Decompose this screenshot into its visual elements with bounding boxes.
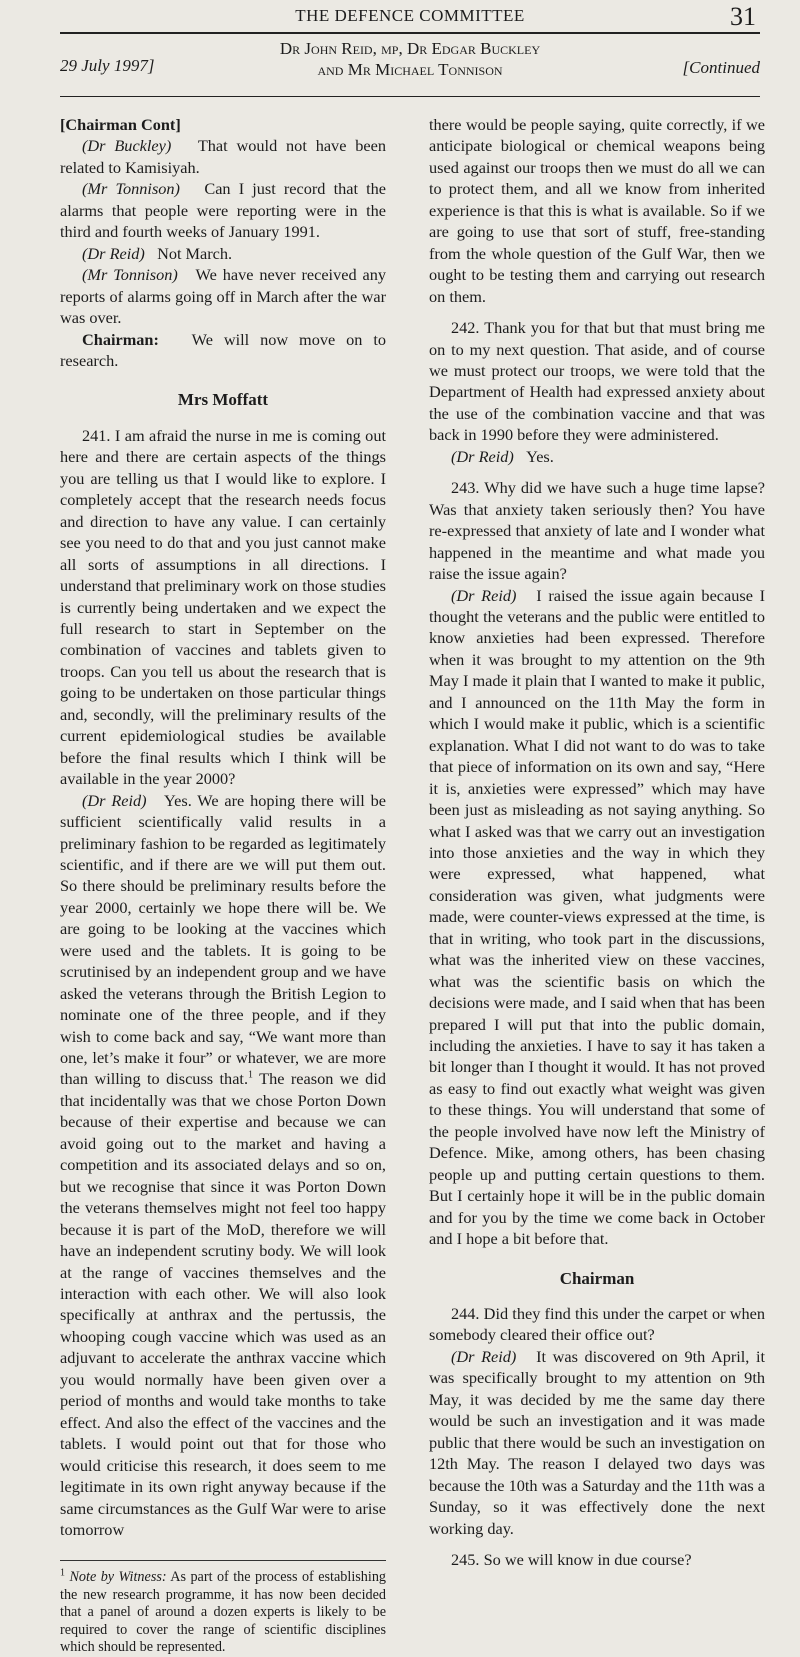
dateline xyxy=(60,38,760,92)
question-244: 244. Did they find this under the carpet or when somebody cleared their office out? xyxy=(429,1304,765,1345)
right-column xyxy=(429,114,765,1570)
continued-label: [Continued xyxy=(682,58,760,77)
left-column xyxy=(60,114,386,1657)
speaker-subhead-chairman: Chairman xyxy=(559,1268,635,1288)
question-241: 241. I am afraid the nurse in me is coming out here and there are certain aspects of the things you are telling us that I would like to explore. I completely accept that the research needs focus and direction to have any value. I can certainly see you need to do that and you just cannot make all sorts of assumptions in all directions. I understand that preliminary work on those studies is currently being undertaken and we expect the full research to start in September on the combination of vaccines and tablets given to troops. Can you tell us about the research that is going to be undertaken on those particular things and, secondly, will the preliminary results of the current epidemiological studies be available before the final results which I think will be available in the year 2000? xyxy=(60,425,386,789)
question-242: 242. Thank you for that but that must bring me on to my next question. That aside, and of course we must protect our troops, we were told that the Department of Health had expressed anxiety about the use of the combination vaccine and that was back in 1990 before they were administered. xyxy=(429,318,765,445)
dateline-rule xyxy=(60,96,760,97)
witnesses xyxy=(60,38,760,80)
speaker-subhead-moffatt: Mrs Moffatt xyxy=(177,390,269,410)
header-rule xyxy=(60,32,760,34)
session-date: 29 July 1997] xyxy=(60,56,155,75)
answer-241-continued: there would be people saying, quite correctly, if we anticipate biological or chemical weapons being used against our troops then we must do all we can to protect them, and all we know from inherited experience is that this is what is available. So if we are going to use that sort of stuff, free-standing from the whole question of the Gulf War, then we ought to be testing them and carrying out research on them. xyxy=(429,115,765,306)
exchange-tonnison-2: (Mr Tonnison) We have never received any reports of alarms going off in March after the war was over. xyxy=(60,265,386,328)
exchange-buckley: (Dr Buckley) That would not have been related to Kamisiyah. xyxy=(60,136,386,177)
chairman-cont-heading: [Chairman Cont] xyxy=(60,115,181,134)
exchange-reid-1: (Dr Reid) Not March. xyxy=(82,243,233,263)
running-title: THE DEFENCE COMMITTEE xyxy=(295,6,525,25)
page-number: 31 xyxy=(730,2,756,31)
exchange-chairman: Chairman: We will now move on to research. xyxy=(60,329,386,370)
answer-243: (Dr Reid) I raised the issue again because I thought the veterans and the public were entitled to know anxieties had been expressed. Therefore when it was brought to my attention on the 9th May I made it plain that I wanted to make it public, and I announced on the 11th May the form in which I would make it public, which is a scientific explanation. What I did not want to do was to take that piece of information on its own and say, “Here it is, anxieties were expressed” which may have been just as misleading as not saying anything. So what I asked was that we carry out an investigation into those anxieties and the way in which they were expressed, what happened, what consideration was given, what judgments were made, were counter-views expressed at the time, is that in writing, who took part in the discussions, what was the inherited view on these vaccines, what was the scientific basis on which the decisions were made, and I said when that has been prepared I will put that into the public domain, including the anxieties. I have to say it has taken a bit longer than I thought it would. It has not proved as easy to find out exactly what weight was given to these things. You will understand that some of the people involved have now left the Ministry of Defence. Mike, among others, has been chasing people up and putting certain questions to them. But I certainly hope it will be in the public domain and for you by the time we come back in October and I hope a bit before that. xyxy=(429,585,766,1249)
footnote: $^1$ Note by Witness: As part of the process of establishing the new research programme, it has now been decided that a panel of around a dozen experts is likely to be required to cover the range of scientific disciplines which should be represented. xyxy=(60,1567,387,1656)
question-243: 243. Why did we have such a huge time lapse? Was that anxiety taken seriously then? You have re-expressed that anxiety of late and I wonder what happened in the meantime and what made you raise the issue again? xyxy=(429,478,765,584)
answer-241: (Dr Reid) Yes. We are hoping there will be sufficient scientifically valid results in a preliminary fashion to be regarded as legitimately scientific, and if there are we will put them out. So there should be preliminary results before the year 2000, certainly we hope there will be. We are going to be looking at the vaccines which were used and the tablets. It is going to be scrutinised by an independent group and we have asked the veterans through the British Legion to nominate one of the three people, and if they wish to come back and say, “We want more than one, let’s make it four” or whatever, we are more than willing to discuss that.$^1$ The reason we did that incidentally was that we chose Porton Down because of their expertise and because we can avoid going out to the market and having a competition and its associated delays and so on, but we recognise that since it was Porton Down the veterans themselves might not feel too happy because it is part of the MoD, therefore we will have an independent scrutiny body. We will look at the range of vaccines themselves and the interaction with each other. We will also look specifically at anthrax and the pertussis, the whooping cough vaccine which was used as an adjuvant to accelerate the anthrax vaccine which you would normally have been given over a period of months and would take months to take effect. And also the effect of the vaccines and the tablets. I would point out that for those who would criticise this research, it does seem to me legitimate in its own right anyway because if the same circumstances as the Gulf War were to arise tomorrow xyxy=(60,790,386,1539)
running-head xyxy=(60,2,760,31)
footnote-rule xyxy=(60,1560,386,1561)
witnesses-line-1: Dr John Reid, mp, Dr Edgar Buckley xyxy=(279,39,541,58)
footnote-ref: 1 xyxy=(248,1070,254,1082)
answer-244: (Dr Reid) It was discovered on 9th April, it was specifically brought to my attention on 9th May, it was decided by me the same day there would be such an investigation and it was made public that there would be such an investigation on 12th May. The reason I delayed two days was because the 10th was a Saturday and the 11th was a Sunday, so it was effectively done the next working day. xyxy=(429,1346,766,1538)
answer-242: (Dr Reid) Yes. xyxy=(451,446,554,466)
witnesses-line-2: and Mr Michael Tonnison xyxy=(317,60,503,79)
question-245: 245. So we will know in due course? xyxy=(451,1550,692,1569)
exchange-tonnison-1: (Mr Tonnison) Can I just record that the alarms that people were reporting were in the third and fourth weeks of January 1991. xyxy=(60,179,386,242)
